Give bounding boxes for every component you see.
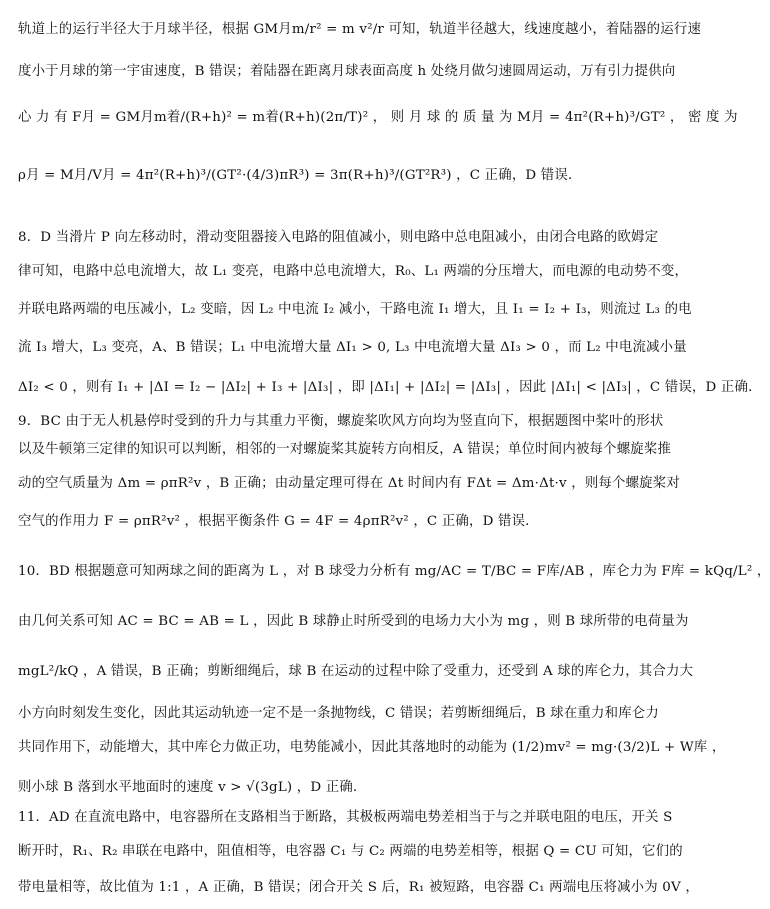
text-line-6: 律可知，电路中总电流增大，故 L₁ 变亮，电路中总电流增大，R₀、L₁ 两端的分压增大，而电源的电动势不变， <box>18 264 689 279</box>
text-line-14: 10．BD 根据题意可知两球之间的距离为 L ，对 B 球受力分析有 mg/AC = T/BC = F库/AB ，库仑力为 F库 = kQq/L² ， <box>18 564 770 579</box>
text-line-20: 11．AD 在直流电路中，电容器所在支路相当于断路，其极板两端电势差相当于与之并联电阻的电压，开关 S <box>18 810 673 825</box>
text-line-13: 空气的作用力 F = ρπR²v² ，根据平衡条件 G = 4F = 4ρπR²v² ，C 正确，D 错误． <box>18 514 539 529</box>
text-line-16: mgL²/kQ ，A 错误，B 正确；剪断细绳后，球 B 在运动的过程中除了受重力，还受到 A 球的库仑力，其合力大 <box>18 664 694 679</box>
text-line-3: 心 力 有 F月 = GM月m着/(R+h)² = m着(R+h)(2π/T)² ， 则 月 球 的 质 量 为 M月 = 4π²(R+h)³/GT² ， 密 度 为 <box>18 110 738 125</box>
text-line-10: 9．BC 由于无人机悬停时受到的升力与其重力平衡，螺旋桨吹风方向均为竖直向下，根据题图中桨叶的形状 <box>18 414 664 429</box>
text-line-11: 以及牛顿第三定律的知识可以判断，相邻的一对螺旋桨其旋转方向相反，A 错误；单位时间内被每个螺旋桨推 <box>18 442 672 457</box>
text-line-19: 则小球 B 落到水平地面时的速度 v > √(3gL) ，D 正确． <box>18 780 367 795</box>
text-line-21: 断开时，R₁、R₂ 串联在电路中，阻值相等，电容器 C₁ 与 C₂ 两端的电势差相等，根据 Q = CU 可知，它们的 <box>18 844 683 859</box>
text-line-22: 带电量相等，故比值为 1:1 ，A 正确，B 错误；闭合开关 S 后，R₁ 被短路，电容器 C₁ 两端电压将减小为 0V ， <box>18 880 699 895</box>
text-line-8: 流 I₃ 增大，L₃ 变亮，A、B 错误；L₁ 中电流增大量 ΔI₁ > 0, L₃ 中电流增大量 ΔI₃ > 0 ，而 L₂ 中电流减小量 <box>18 340 687 355</box>
text-line-12: 动的空气质量为 Δm = ρπR²v ，B 正确；由动量定理可得在 Δt 时间内有 FΔt = Δm·Δt·v ，则每个螺旋桨对 <box>18 476 680 491</box>
text-line-5: 8．D 当滑片 P 向左移动时，滑动变阻器接入电路的阻值减小，则电路中总电阻减小，由闭合电路的欧姆定 <box>18 230 659 245</box>
text-line-9: ΔI₂ < 0 ，则有 I₁ + |ΔI = I₂ − |ΔI₂| + I₃ + |ΔI₃| ，即 |ΔI₁| + |ΔI₂| = |ΔI₃| ，因此 |ΔI₁| < |ΔI₃| ，C 错误，D 正确． <box>18 380 762 395</box>
text-line-1: 轨道上的运行半径大于月球半径，根据 GM月m/r² = m v²/r 可知，轨道半径越大，线速度越小，着陆器的运行速 <box>18 22 702 37</box>
text-line-15: 由几何关系可知 AC = BC = AB = L ，因此 B 球静止时所受到的电场力大小为 mg ，则 B 球所带的电荷量为 <box>18 614 689 629</box>
text-line-4: ρ月 = M月/V月 = 4π²(R+h)³/(GT²·(4/3)πR³) = 3π(R+h)³/(GT²R³) ，C 正确，D 错误． <box>18 168 582 183</box>
text-line-18: 共同作用下，动能增大，其中库仑力做正功，电势能减小，因此其落地时的动能为 (1/2)mv² = mg·(3/2)L + W库 ， <box>18 740 726 755</box>
text-line-7: 并联电路两端的电压减小，L₂ 变暗，因 L₂ 中电流 I₂ 减小，干路电流 I₁ 增大，且 I₁ = I₂ + I₃，则流过 L₃ 的电 <box>18 302 692 317</box>
text-line-17: 小方向时刻发生变化，因此其运动轨迹一定不是一条抛物线，C 错误；若剪断细绳后，B 球在重力和库仑力 <box>18 706 659 721</box>
text-line-2: 度小于月球的第一宇宙速度，B 错误；着陆器在距离月球表面高度 h 处绕月做匀速圆周运动，万有引力提供向 <box>18 64 676 79</box>
